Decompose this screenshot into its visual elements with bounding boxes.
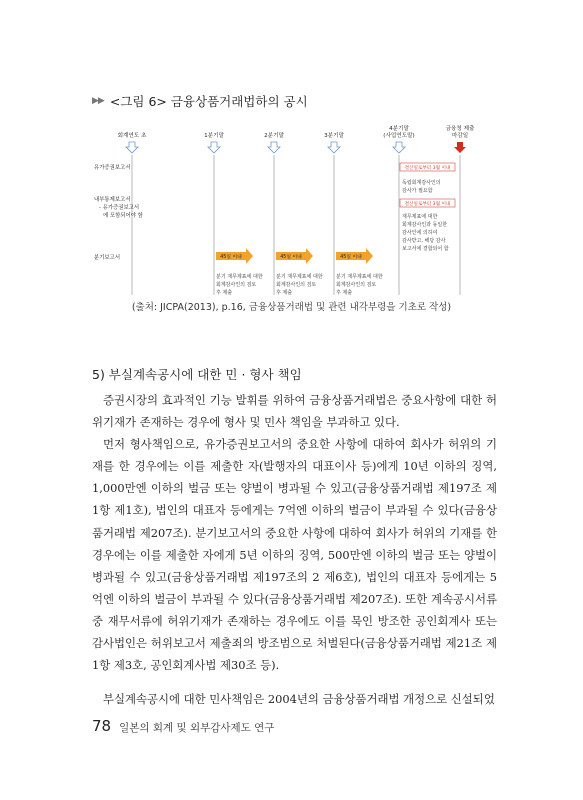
col-head-q4: 4분기말 (389, 126, 409, 132)
annual-note-line: 회계감사인과 동일한 (402, 222, 448, 228)
quarterly-deadlines (216, 248, 373, 264)
col-head-fiscal-start: 회계연도 초 (117, 133, 147, 139)
page-number: 78 (92, 717, 112, 735)
col-head-deadline: 마감일 (451, 133, 469, 139)
annual-note-line: 보고서에 결합되어 함 (402, 246, 449, 252)
q1-note-line: 회계감사인의 검토 (216, 282, 257, 288)
q3-note-line: 후 제출 (336, 290, 353, 295)
book-title: 일본의 회계 및 외부감사제도 연구 (119, 722, 275, 734)
row-label-internal-control-note1: - 유가증권보고서 (99, 205, 140, 211)
row-label-internal-control-note2: 에 포함되어야 함 (103, 213, 143, 219)
row-label-internal-control: 내부통제보고서 (94, 197, 131, 203)
col-head-q1: 1분기말 (204, 133, 224, 139)
q2-note-line: 분기 재무제표에 대한 (276, 274, 323, 280)
row-label-annual-report: 유가증권보고서 (94, 165, 131, 171)
figure-source: (출처: JICPA(2013), p.16, 금융상품거래법 및 관련 내각부령을 기초로 작성) (131, 302, 452, 313)
deadline-box-text: 결산일로부터 3월 이내 (404, 202, 451, 207)
q2-note-line: 회계감사인의 검토 (276, 282, 317, 288)
page-footer (92, 717, 274, 735)
annual-note-line: 감사받고, 해당 감사 (402, 238, 446, 244)
q2-deadline-label: 45일 이내 (280, 255, 302, 260)
col-head-q2: 2분기말 (264, 133, 284, 139)
bullet-arrows-icon: ▶▶ (92, 96, 104, 106)
down-arrow-icon (126, 142, 138, 153)
annual-note-line: 독립회계감사인의 (402, 180, 441, 186)
down-arrow-icon (393, 142, 405, 153)
row-label-quarterly-report: 분기보고서 (94, 255, 121, 261)
section-body (92, 389, 497, 676)
down-arrow-icon (268, 142, 280, 153)
annual-note-line: 감사인에 의하여 (402, 230, 438, 236)
paragraph-continued: 부실계속공시에 대한 민사책임은 2004년의 금융상품거래법 개정으로 신설되었 (103, 692, 495, 706)
deadline-box-text: 결산일로부터 3월 이내 (404, 166, 451, 171)
annual-note-line: 재무제표에 대한 (402, 214, 438, 220)
q3-deadline-label: 45일 이내 (340, 255, 362, 260)
section-heading: 5) 부실계속공시에 대한 민 · 형사 책임 (92, 367, 302, 382)
q2-note-line: 후 제출 (276, 290, 293, 295)
down-arrow-icon (208, 142, 220, 153)
figure-title (92, 92, 308, 110)
annual-deadline-group (400, 163, 455, 252)
q1-note-line: 분기 재무제표에 대한 (216, 274, 263, 280)
paragraph: 먼저 형사책임으로, 유가증권보고서의 중요한 사항에 대하여 회사가 허위의 기재를 한 경우에는 이를 제출한 자(발행자의 대표이사 등)에게 10년 이하의 징역, 1,000만엔 이하의 벌금 또는 양벌이 병과될 수 있고(금융상품거래법 제197조 제1항 제1호), 법인의 대표자 등에게는 7억엔 이하의 벌금이 부과될 수 있다(금융상품거래법 제207조). 분기보고서의 중요한 사항에 대하여 회사가 허위의 기재를 한 경우에는 이를 제출한 자에게 5년 이하의 징역, 500만엔 이하의 벌금 또는 양벌이 병과될 수 있고(금융상품거래법 제197조의 2 제6호), 법인의 대표자 등에게는 5억엔 이하의 벌금이 부과될 수 있다(금융상품거래법 제207조). 또한 계속공시서류 중 재무서류에 허위기재가 존재하는 경우에도 이를 묵인 방조한 공인회계사 또는 감사법인은 허위보고서 제출죄의 방조범으로 처벌된다(금융상품거래법 제21조 제1항 제3호, 공인회계사법 제30조 등). (92, 437, 497, 673)
paragraph: 증권시장의 효과적인 기능 발휘를 위하여 금융상품거래법은 중요사항에 대한 허위기재가 존재하는 경우에 형사 및 민사 책임을 부과하고 있다. (92, 393, 497, 430)
figure-title-text: <그림 6> 금융상품거래법하의 공시 (109, 94, 308, 109)
annual-note-line: 감사가 필요함 (402, 188, 433, 194)
col-head-fiscal-end: (사업연도말) (383, 133, 415, 139)
q1-deadline-label: 45일 이내 (220, 255, 242, 260)
q3-note-line: 회계감사인의 검토 (336, 282, 377, 288)
deadline-red-arrow-icon (454, 142, 466, 153)
col-head-q3: 3분기말 (324, 133, 344, 139)
q1-note-line: 후 제출 (216, 290, 233, 295)
col-head-fsa-submission: 금융청 제출 (445, 126, 475, 132)
q3-note-line: 분기 재무제표에 대한 (336, 274, 383, 280)
down-arrow-icon (328, 142, 340, 153)
disclosure-timeline-diagram (94, 125, 489, 295)
